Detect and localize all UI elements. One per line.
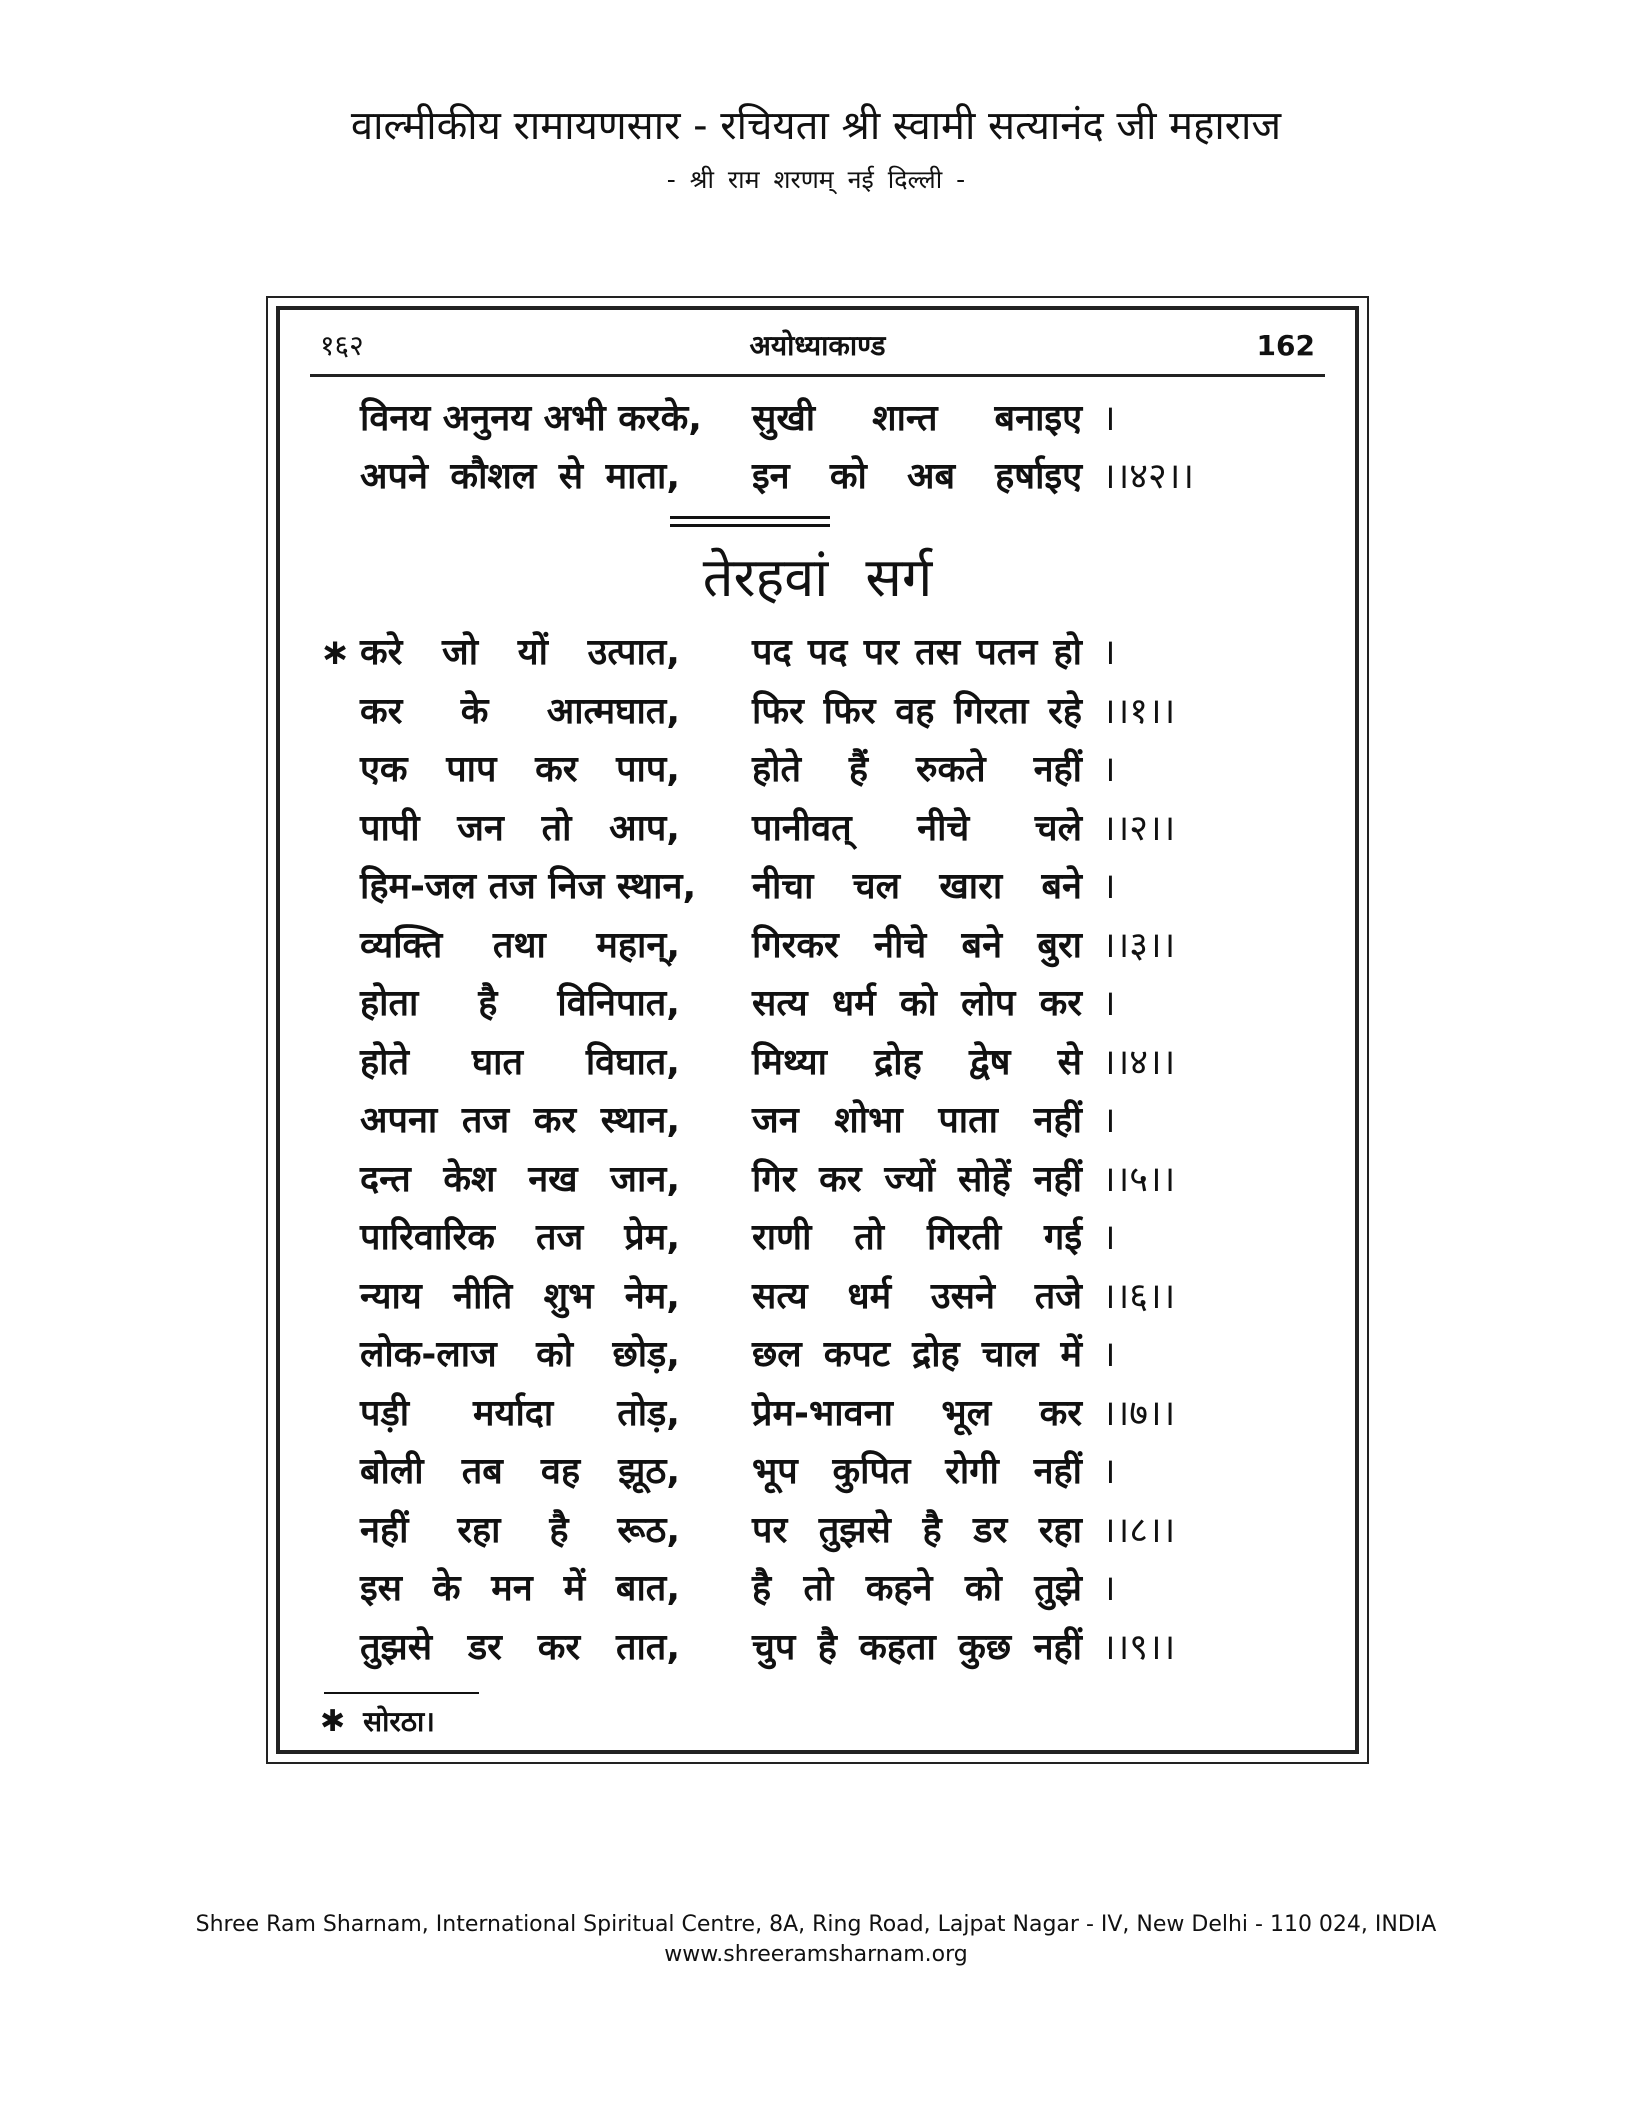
verse-second-half: है तो कहने को तुझे bbox=[752, 1568, 1082, 1609]
verse-line bbox=[280, 624, 1355, 682]
footnote-rule bbox=[324, 1692, 479, 1694]
footnote bbox=[320, 1702, 435, 1742]
verse-number: । bbox=[1102, 866, 1116, 907]
verse-first-half: नहीं रहा है रूठ, bbox=[360, 1509, 680, 1551]
page-number-devanagari: १६२ bbox=[320, 329, 364, 362]
verse-line bbox=[280, 800, 1355, 858]
header-rule bbox=[310, 374, 1325, 377]
verse-number: ।।८।। bbox=[1102, 1509, 1176, 1551]
verse-second-half: छल कपट द्रोह चाल में bbox=[752, 1334, 1082, 1375]
verse-second-half: इन को अब हर्षाइए bbox=[752, 456, 1082, 497]
verse-line bbox=[280, 683, 1355, 741]
verse-second-half: पानीवत् नीचे चले bbox=[752, 807, 1082, 849]
verse-number: ।।४।। bbox=[1102, 1041, 1176, 1083]
verse-line bbox=[280, 858, 1355, 916]
verse-first-half: करे जो यों उत्पात, bbox=[360, 632, 680, 673]
verse-number: । bbox=[1102, 632, 1116, 673]
verse-second-half: सुखी शान्त बनाइए bbox=[752, 398, 1082, 439]
verse-line bbox=[280, 1619, 1355, 1677]
verse-first-half: लोक-लाज को छोड़, bbox=[360, 1334, 680, 1375]
verse-first-half: बोली तब वह झूठ, bbox=[360, 1451, 680, 1492]
verse-first-half: पापी जन तो आप, bbox=[360, 807, 680, 849]
verse-line bbox=[280, 1092, 1355, 1150]
verse-line bbox=[280, 1443, 1355, 1501]
book-title: वाल्मीकीय रामायणसार - रचियता श्री स्वामी सत्यानंद जी महाराज bbox=[350, 103, 1282, 149]
footer-address: Shree Ram Sharnam, International Spiritual Centre, 8A, Ring Road, Lajpat Nagar - IV, New Delhi - 110 024, INDIA bbox=[195, 1912, 1437, 1937]
footnote-text: सोरठा। bbox=[363, 1705, 435, 1738]
verse-number: । bbox=[1102, 749, 1116, 790]
verse-first-half: इस के मन में बात, bbox=[360, 1568, 680, 1609]
verse-line bbox=[280, 390, 1355, 448]
footer bbox=[0, 1910, 1632, 1970]
verse-number: ।।४२।। bbox=[1102, 456, 1195, 497]
verse-first-half: तुझसे डर कर तात, bbox=[360, 1626, 680, 1668]
verse-first-half: अपना तज कर स्थान, bbox=[360, 1100, 680, 1141]
verse-second-half: पर तुझसे है डर रहा bbox=[752, 1509, 1082, 1551]
verse-second-half: होते हैं रुकते नहीं bbox=[752, 749, 1082, 790]
verse-line bbox=[280, 1268, 1355, 1326]
verse-second-half: मिथ्या द्रोह द्वेष से bbox=[752, 1041, 1082, 1083]
asterisk-icon: ✱ bbox=[320, 1704, 346, 1739]
page-frame bbox=[266, 296, 1369, 1764]
verse-line bbox=[280, 1151, 1355, 1209]
verse-number: ।।५।। bbox=[1102, 1158, 1176, 1200]
section-title: अयोध्याकाण्ड bbox=[749, 329, 886, 362]
verse-first-half: पारिवारिक तज प्रेम, bbox=[360, 1217, 680, 1258]
verse-line bbox=[280, 1326, 1355, 1384]
verse-number: । bbox=[1102, 983, 1116, 1024]
verse-second-half: गिर कर ज्यों सोहें नहीं bbox=[752, 1158, 1082, 1200]
verse-first-half: एक पाप कर पाप, bbox=[360, 749, 680, 790]
page-frame-inner bbox=[276, 306, 1359, 1754]
verse-second-half: सत्य धर्म को लोप कर bbox=[752, 983, 1082, 1024]
verse-second-half: गिरकर नीचे बने बुरा bbox=[752, 924, 1082, 966]
verse-line bbox=[280, 1034, 1355, 1092]
verse-line bbox=[280, 975, 1355, 1033]
verse-first-half: दन्त केश नख जान, bbox=[360, 1158, 680, 1200]
verse-second-half: फिर फिर वह गिरता रहे bbox=[752, 690, 1082, 732]
verse-second-half: भूप कुपित रोगी नहीं bbox=[752, 1451, 1082, 1492]
verse-first-half: हिम-जल तज निज स्थान, bbox=[360, 866, 697, 907]
verse-number: ।।९।। bbox=[1102, 1626, 1176, 1668]
verse-line bbox=[280, 1560, 1355, 1618]
publisher-subtitle: - श्री राम शरणम् नई दिल्ली - bbox=[666, 165, 966, 194]
verse-line bbox=[280, 917, 1355, 975]
verse-number: ।।१।। bbox=[1102, 690, 1176, 732]
verse-first-half: न्याय नीति शुभ नेम, bbox=[360, 1275, 680, 1317]
verse-number: । bbox=[1102, 1451, 1116, 1492]
verse-first-half: होता है विनिपात, bbox=[360, 983, 680, 1024]
sarg-title: तेरहवां सर्ग bbox=[702, 546, 933, 609]
verse-first-half: अपने कौशल से माता, bbox=[360, 456, 680, 497]
verse-first-half: विनय अनुनय अभी करके, bbox=[360, 398, 702, 439]
verse-second-half: चुप है कहता कुछ नहीं bbox=[752, 1626, 1082, 1668]
verse-number: ।।७।। bbox=[1102, 1392, 1176, 1434]
ornament-rule-top bbox=[670, 516, 830, 519]
verse-second-half: सत्य धर्म उसने तजे bbox=[752, 1275, 1082, 1317]
verse-number: । bbox=[1102, 1334, 1116, 1375]
verse-number: । bbox=[1102, 1217, 1116, 1258]
verse-number: । bbox=[1102, 1568, 1116, 1609]
verse-number: ।।३।। bbox=[1102, 924, 1176, 966]
verse-line bbox=[280, 1502, 1355, 1560]
verse-number: । bbox=[1102, 398, 1116, 439]
verse-line bbox=[280, 1209, 1355, 1267]
verse-second-half: जन शोभा पाता नहीं bbox=[752, 1100, 1082, 1141]
ornament-rule-bottom bbox=[670, 524, 830, 527]
verse-first-half: व्यक्ति तथा महान्, bbox=[360, 924, 680, 966]
verse-first-half: होते घात विघात, bbox=[360, 1041, 680, 1083]
verse-number: ।।६।। bbox=[1102, 1275, 1176, 1317]
page-number: 162 bbox=[1256, 329, 1315, 362]
verse-second-half: नीचा चल खारा बने bbox=[752, 866, 1082, 907]
verse-first-half: पड़ी मर्यादा तोड़, bbox=[360, 1392, 680, 1434]
verse-second-half: प्रेम-भावना भूल कर bbox=[752, 1392, 1082, 1434]
verse-second-half: राणी तो गिरती गई bbox=[752, 1217, 1082, 1258]
verse-line bbox=[280, 448, 1355, 506]
asterisk-icon: ∗ bbox=[320, 632, 351, 673]
verse-first-half: कर के आत्मघात, bbox=[360, 690, 680, 732]
verse-line bbox=[280, 741, 1355, 799]
verse-line bbox=[280, 1385, 1355, 1443]
verse-number: ।।२।। bbox=[1102, 807, 1176, 849]
verse-second-half: पद पद पर तस पतन हो bbox=[752, 632, 1082, 673]
verse-number: । bbox=[1102, 1100, 1116, 1141]
footer-website[interactable]: www.shreeramsharnam.org bbox=[664, 1942, 968, 1967]
